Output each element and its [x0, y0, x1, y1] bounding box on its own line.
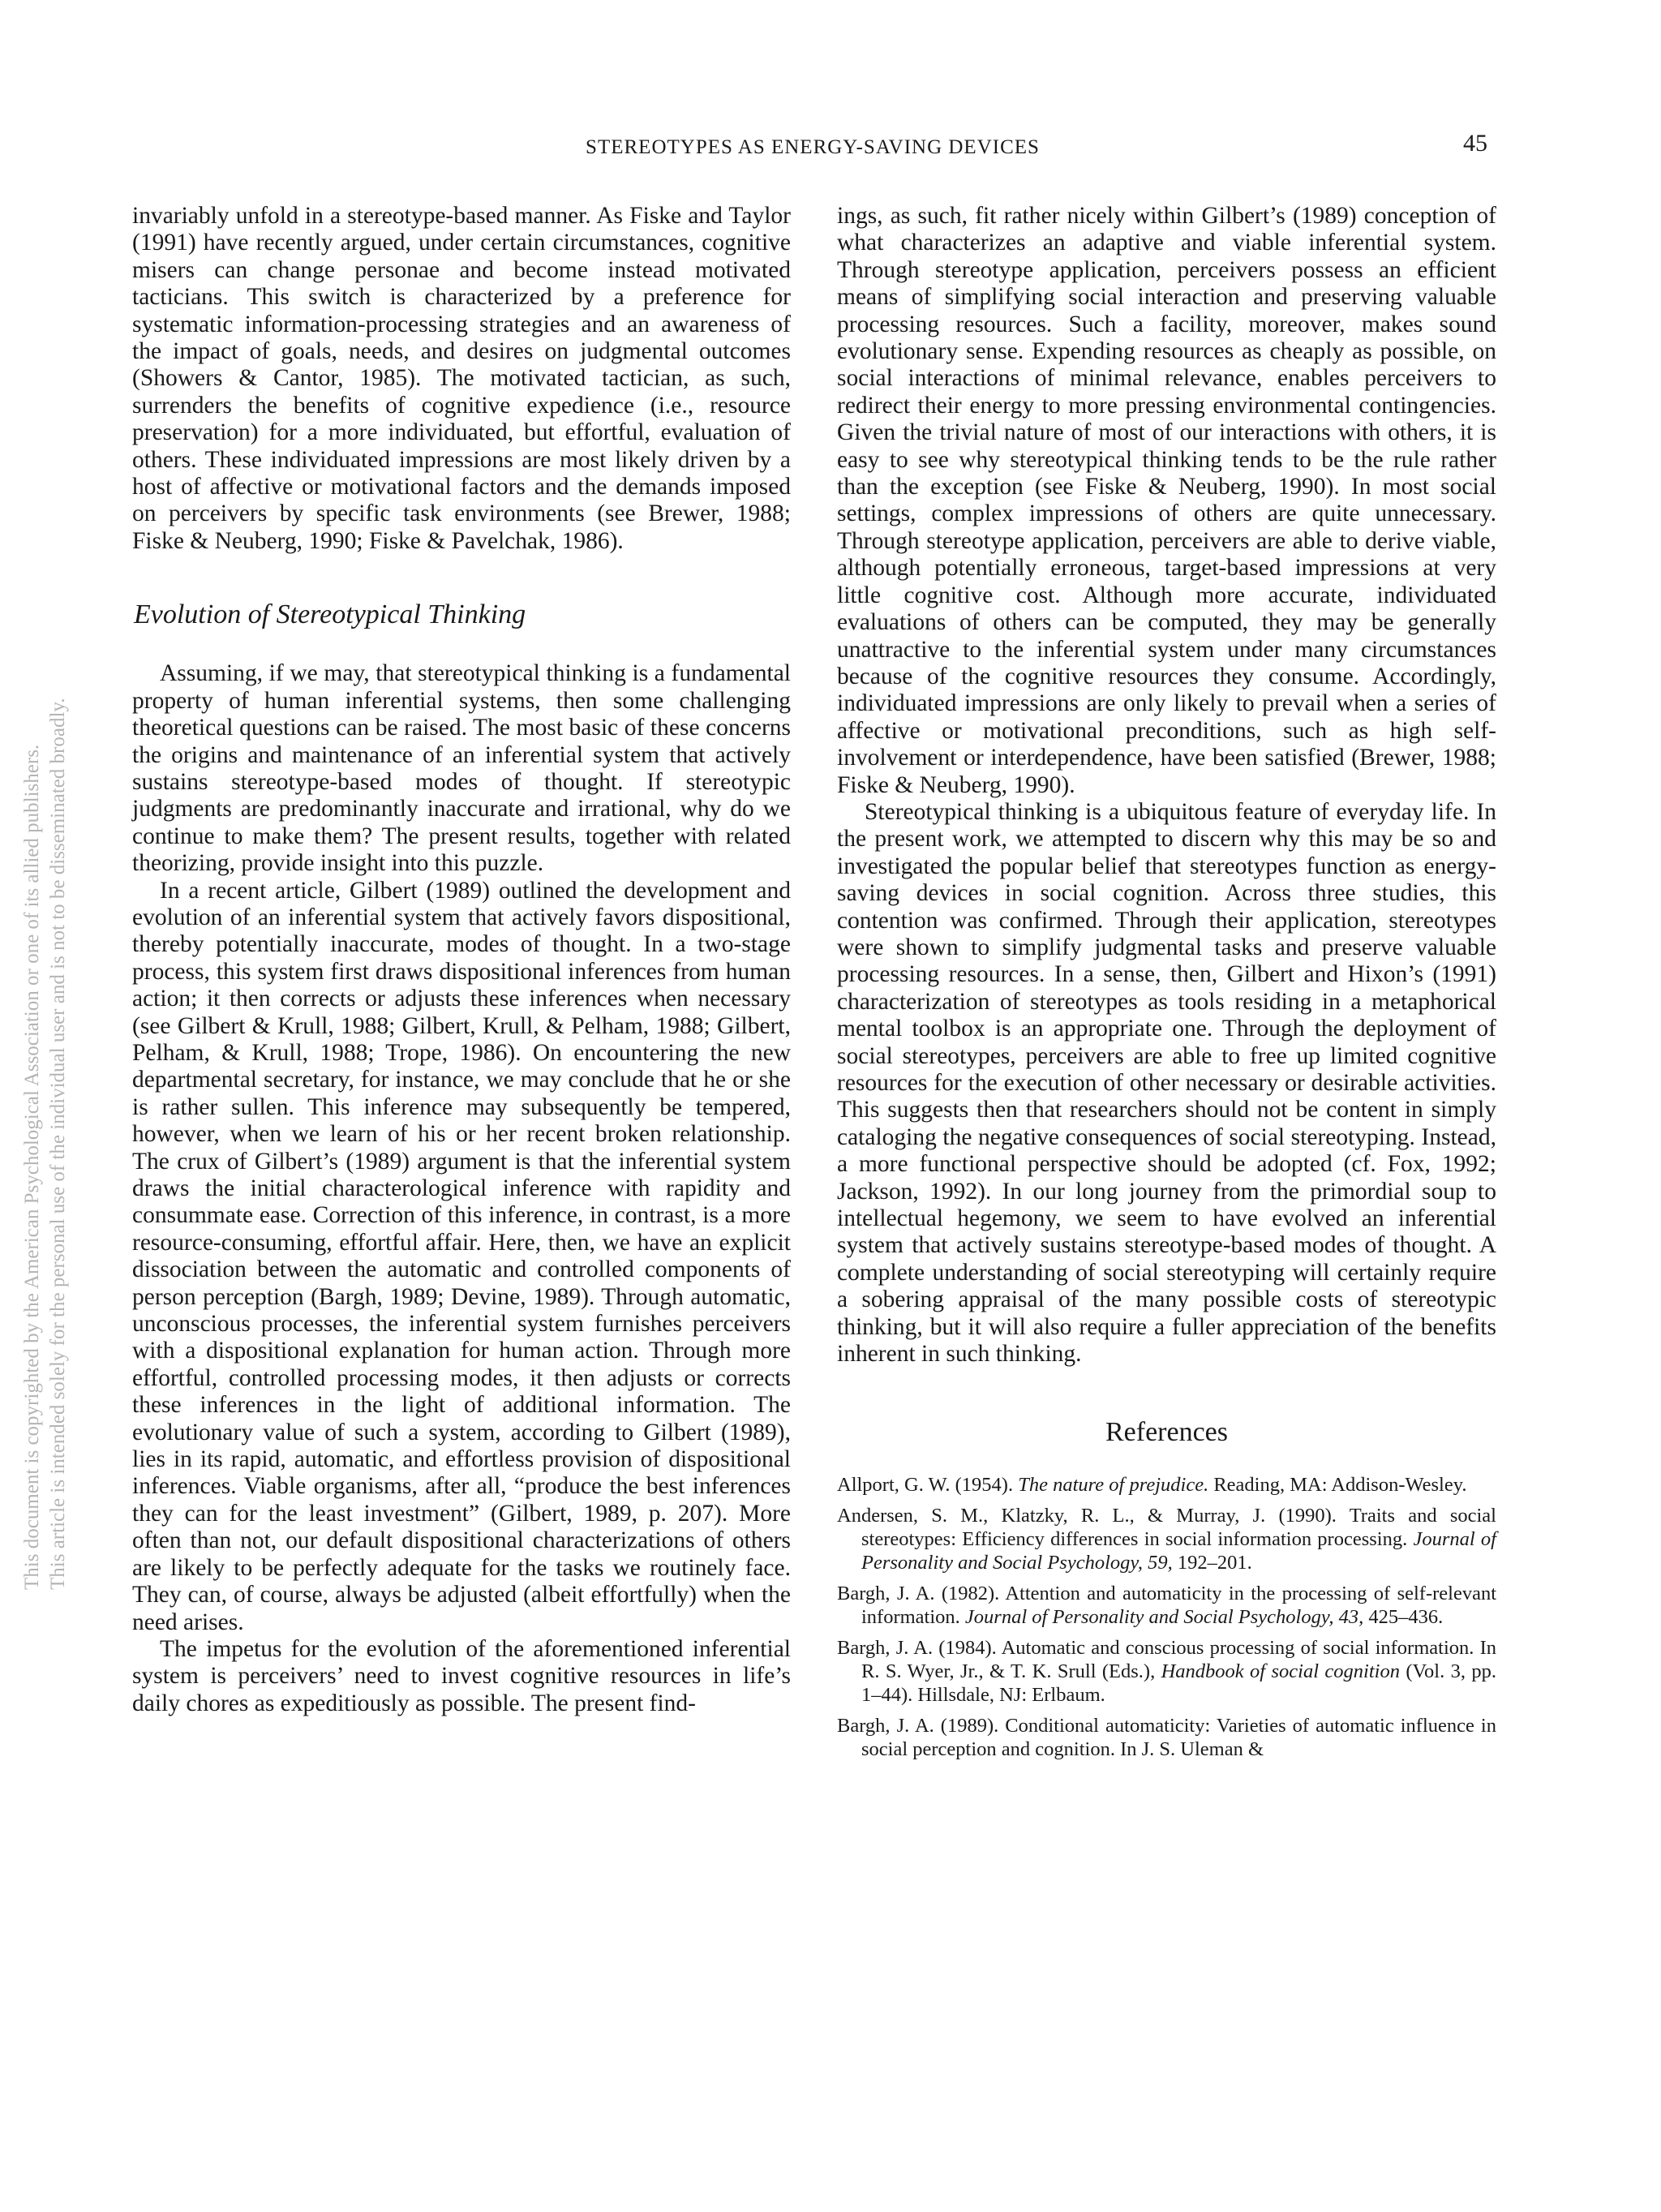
right-column [837, 203, 1496, 1768]
paragraph: Assuming, if we may, that stereotypical thinking is a fundamental property of human inferential systems, then some challenging theoretical questions can be raised. The most basic of these concerns the origins and maintenance of an inferential system that actively sustains stereotype-based modes of thought. If stereotypic judgments are predominantly inaccurate and irrational, why do we continue to make them? The present results, together with related theorizing, provide insight into this puzzle. [132, 660, 791, 877]
reference-text: Bargh, J. A. (1982). Attention and automaticity in the processing of self-relevant information. [837, 1583, 1496, 1629]
page-number: 45 [1463, 130, 1487, 157]
reference-entry [837, 1504, 1496, 1574]
reference-text: (Vol. 3, pp. 1–44). Hillsdale, NJ: Erlbaum. [861, 1660, 1496, 1707]
reference-text: Reading, MA: Addison-Wesley. [1208, 1474, 1467, 1497]
running-head: STEREOTYPES AS ENERGY-SAVING DEVICES [586, 136, 1040, 158]
reference-title: Journal of Personality and Social Psychology, 59, [861, 1528, 1496, 1574]
reference-entry [837, 1636, 1496, 1707]
paragraph: In a recent article, Gilbert (1989) outlined the development and evolution of an inferential system that actively favors dispositional, thereby potentially inaccurate, modes of thought. In a two-stage process, this system first draws dispositional inferences from human action; it then corrects or adjusts these inferences when necessary (see Gilbert & Krull, 1988; Gilbert, Krull, & Pelham, 1988; Gilbert, Pelham, & Krull, 1988; Trope, 1986). On encountering the new departmental secretary, for instance, we may conclude that he or she is rather sullen. This inference may subsequently be tempered, however, when we learn of his or her recent broken relationship. The crux of Gilbert’s (1989) argument is that the inferential system draws the initial characterological inference with rapidity and consummate ease. Correction of this inference, in contrast, is a more resource-consuming, effortful affair. Here, then, we have an explicit dissociation between the automatic and controlled components of person perception (Bargh, 1989; Devine, 1989). Through automatic, unconscious processes, the inferential system furnishes perceivers with a dispositional explanation for human action. Through more effortful, controlled processing modes, it then adjusts or corrects these inferences in the light of additional information. The evolutionary value of such a system, according to Gilbert (1989), lies in its rapid, automatic, and effortless provision of dispositional inferences. Viable organisms, after all, “produce the best inferences they can for the least investment” (Gilbert, 1989, p. 207). More often than not, our default dispositional characterizations of others are likely to be perfectly adequate for the tasks we routinely face. They can, of course, always be adjusted (albeit effortfully) when the need arises. [132, 877, 791, 1635]
paragraph: The impetus for the evolution of the aforementioned inferential system is perceivers’ need to invest cognitive resources in life’s daily chores as expeditiously as possible. The present find- [132, 1635, 791, 1716]
reference-text: Andersen, S. M., Klatzky, R. L., & Murray, J. (1990). Traits and social stereotypes: Efficiency differences in social information processing. [837, 1505, 1496, 1551]
reference-entry [837, 1582, 1496, 1629]
reference-title: Journal of Personality and Social Psychology, 43, [964, 1606, 1364, 1629]
reference-text: Bargh, J. A. (1984). Automatic and conscious processing of social information. In R. S. Wyer, Jr., & T. K. Srull (Eds.), [837, 1637, 1496, 1683]
watermark-line-1: This document is copyrighted by the American Psychological Association or one of its allied publishers. [21, 744, 43, 1590]
paragraph: invariably unfold in a stereotype-based manner. As Fiske and Taylor (1991) have recently argued, under certain circumstances, cognitive misers can change personae and become instead motivated tacticians. This switch is characterized by a preference for systematic information-processing strategies and an awareness of the impact of goals, needs, and desires on judgmental outcomes (Showers & Cantor, 1985). The motivated tactician, as such, surrenders the benefits of cognitive expedience (i.e., resource preservation) for a more individuated, but effortful, evaluation of others. These individuated impressions are most likely driven by a host of affective or motivational factors and the demands imposed on perceivers by specific task environments (see Brewer, 1988; Fiske & Neuberg, 1990; Fiske & Pavelchak, 1986). [132, 203, 791, 554]
reference-title: The nature of prejudice. [1018, 1474, 1209, 1497]
reference-text: Bargh, J. A. (1989). Conditional automaticity: Varieties of automatic influence in social perception and cognition. In J. S. Uleman & [837, 1715, 1496, 1761]
section-heading: Evolution of Stereotypical Thinking [134, 599, 526, 630]
copyright-watermark [19, 178, 71, 1590]
reference-entry [837, 1473, 1496, 1497]
references-heading: References [1105, 1417, 1228, 1448]
reference-text: 425–436. [1363, 1606, 1444, 1629]
reference-list [837, 1473, 1496, 1761]
paragraph: Stereotypical thinking is a ubiquitous feature of everyday life. In the present work, we attempted to discern why this may be so and investigated the popular belief that stereotypes function as energy-saving devices in social cognition. Across three studies, this contention was confirmed. Through their application, stereotypes were shown to simplify judgmental tasks and preserve valuable processing resources. In a sense, then, Gilbert and Hixon’s (1991) characterization of stereotypes as tools residing in a metaphorical mental toolbox is an appropriate one. Through the deployment of social stereotypes, perceivers are able to free up limited cognitive resources for the execution of other necessary or desirable activities. This suggests then that researchers should not be content in simply cataloging the negative consequences of social stereotyping. Instead, a more functional perspective should be adopted (cf. Fox, 1992; Jackson, 1992). In our long journey from the primordial soup to intellectual hegemony, we seem to have evolved an inferential system that actively sustains stereotype-based modes of thought. A complete understanding of social stereotyping will certainly require a sobering appraisal of the many possible costs of stereotypic thinking, but it will also require a fuller appreciation of the benefits inherent in such thinking. [837, 798, 1496, 1368]
left-column [132, 203, 791, 1717]
reference-title: Handbook of social cognition [1161, 1660, 1400, 1683]
reference-text: Allport, G. W. (1954). [837, 1474, 1019, 1497]
reference-entry [837, 1714, 1496, 1761]
paragraph: ings, as such, fit rather nicely within Gilbert’s (1989) conception of what characterizes an adaptive and viable inferential system. Through stereotype application, perceivers possess an efficient means of simplifying social interaction and preserving valuable processing resources. Such a facility, moreover, makes sound evolutionary sense. Expending resources as cheaply as possible, on social interactions of minimal relevance, enables perceivers to redirect their energy to more pressing environmental contingencies. Given the trivial nature of most of our interactions with others, it is easy to see why stereotypical thinking tends to be the rule rather than the exception (see Fiske & Neuberg, 1990). In most social settings, complex impressions of others are quite unnecessary. Through stereotype application, perceivers are able to derive viable, although potentially erroneous, target-based impressions at very little cognitive cost. Although more accurate, individuated evaluations of others can be computed, they may be generally unattractive to the inferential system under many circumstances because of the cognitive resources they consume. Accordingly, individuated impressions are only likely to prevail when a series of affective or motivational preconditions, such as high self-involvement or interdependence, have been satisfied (Brewer, 1988; Fiske & Neuberg, 1990). [837, 203, 1496, 798]
watermark-line-2: This article is intended solely for the personal use of the individual user and is not to be disseminated broadly. [47, 698, 69, 1590]
reference-text: 192–201. [1172, 1552, 1252, 1574]
